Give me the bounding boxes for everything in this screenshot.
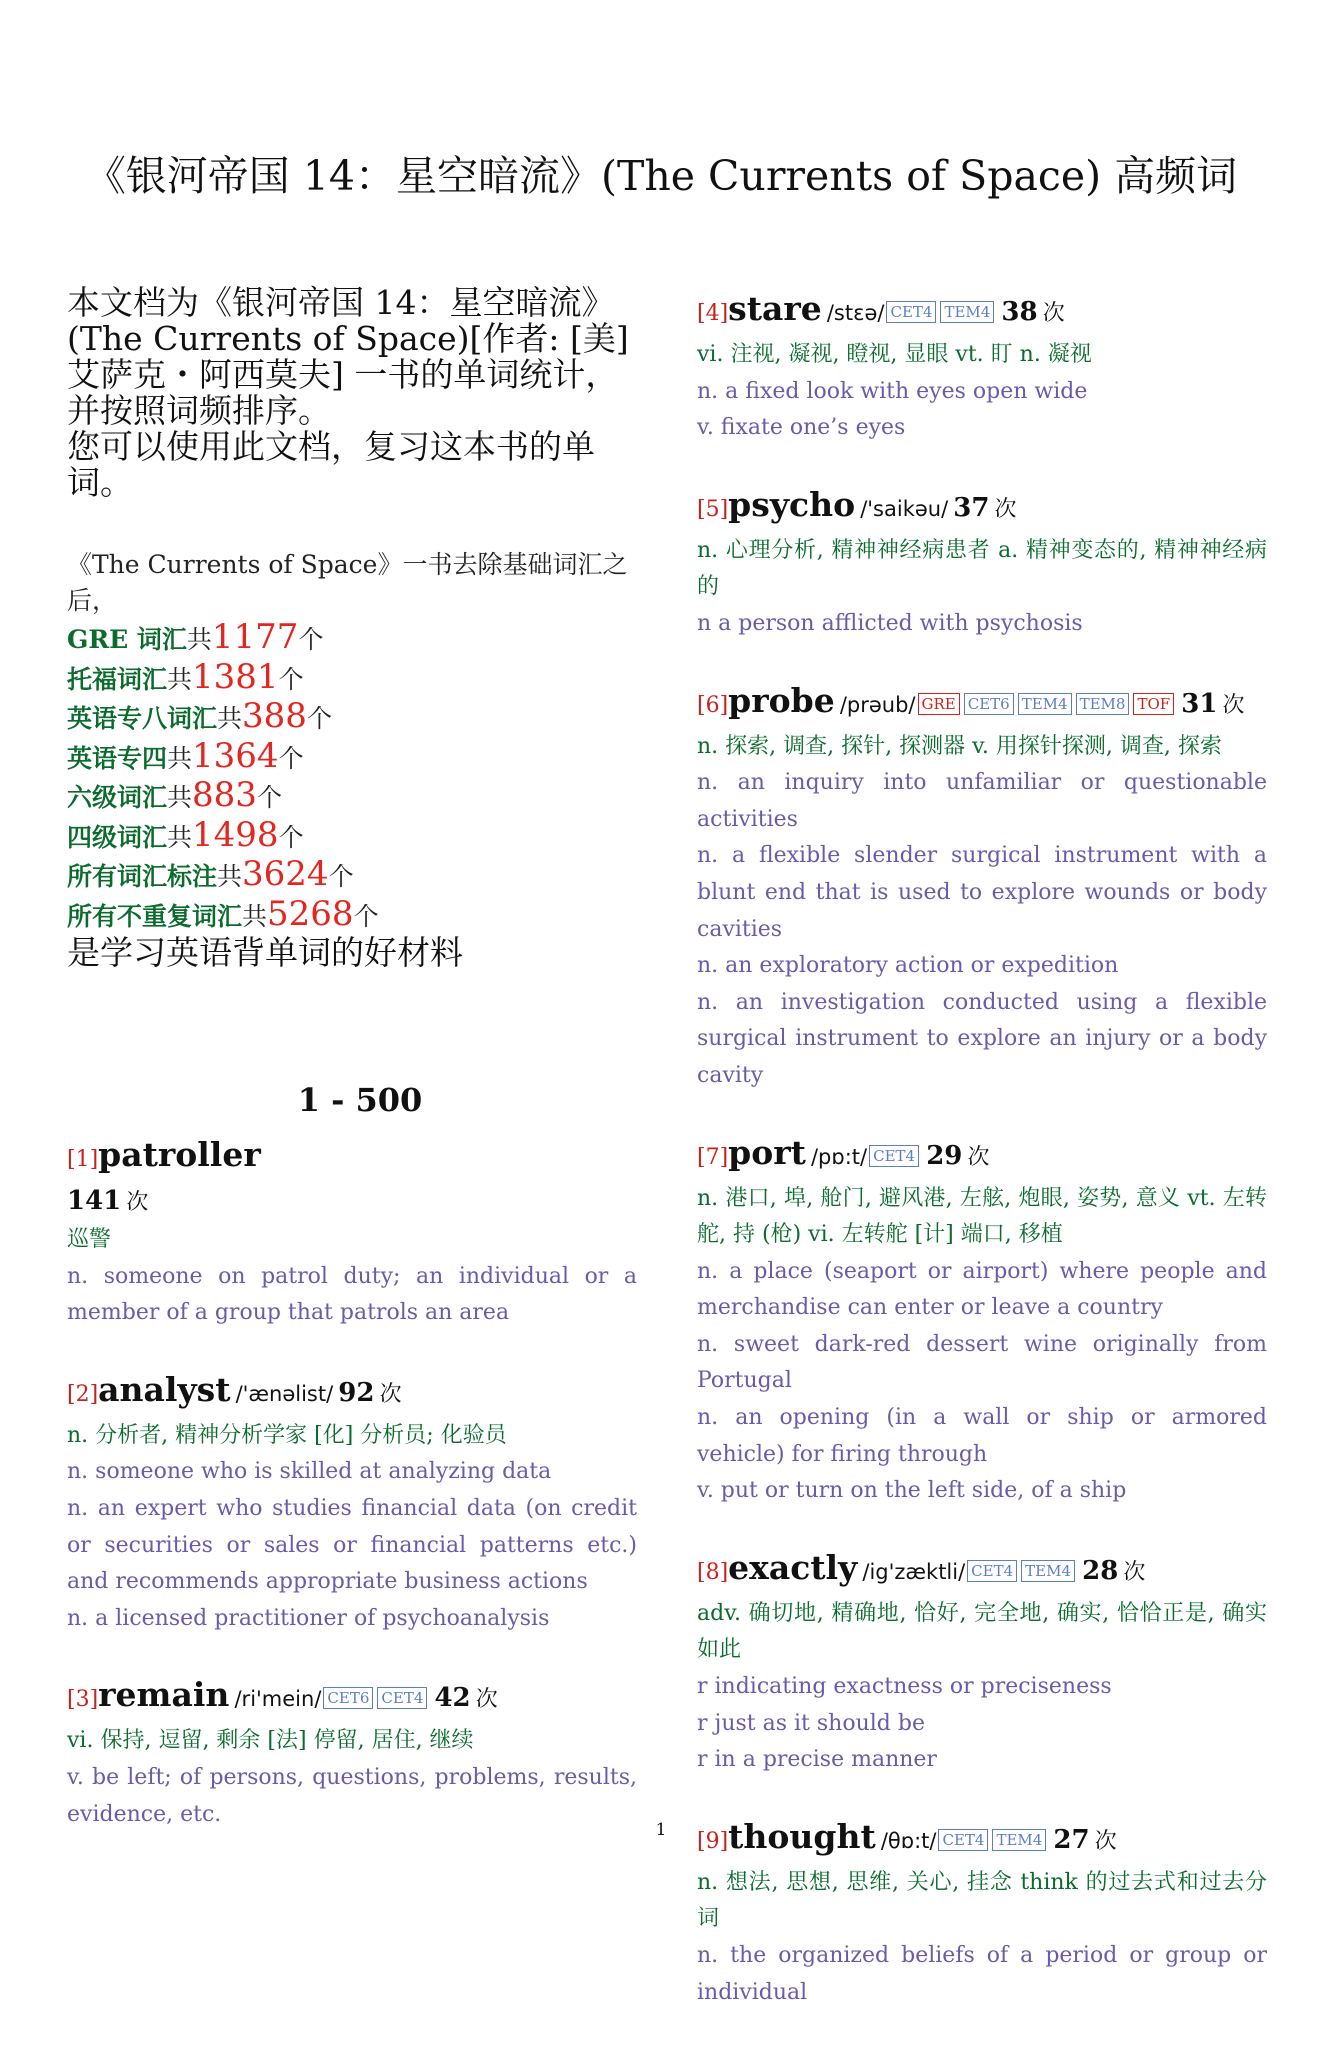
english-definition: n. a fixed look with eyes open wide bbox=[697, 378, 1088, 404]
english-definition: r indicating exactness or preciseness bbox=[697, 1674, 1112, 1700]
document-title: 《银河帝国 14：星空暗流》(The Currents of Space) 高频词 bbox=[84, 152, 1238, 200]
entry-index: [7] bbox=[697, 1144, 729, 1170]
exam-tag-badge: CET4 bbox=[938, 1829, 988, 1851]
stat-label: 托福词汇 bbox=[67, 664, 168, 694]
entry-count-unit: 次 bbox=[994, 496, 1017, 522]
stat-line bbox=[67, 893, 637, 936]
entry-count-unit: 次 bbox=[475, 1687, 498, 1713]
stat-suffix: 共 bbox=[167, 743, 193, 773]
entry-index: [1] bbox=[67, 1147, 99, 1172]
word-entry bbox=[697, 1131, 1267, 1510]
entry-index: [3] bbox=[67, 1687, 99, 1713]
word-entry bbox=[697, 1546, 1267, 1779]
chinese-definition: vi. 注视, 凝视, 瞪视, 显眼 vt. 盯 n. 凝视 bbox=[697, 342, 1092, 367]
chinese-definition: 巡警 bbox=[67, 1227, 112, 1252]
entry-count-unit: 次 bbox=[126, 1190, 149, 1215]
entry-index: [2] bbox=[67, 1381, 99, 1407]
entry-count: 92 bbox=[338, 1377, 375, 1408]
entry-word: stare bbox=[728, 289, 822, 328]
entry-headword-line bbox=[697, 1546, 1267, 1596]
entry-headword-line bbox=[697, 483, 1267, 533]
entry-word: psycho bbox=[728, 484, 856, 524]
entry-phonetic: /prəub/ bbox=[839, 692, 916, 717]
word-entry bbox=[697, 1815, 1267, 2011]
range-heading: 1 - 500 bbox=[297, 1081, 423, 1119]
page-number: 1 bbox=[655, 1820, 667, 1840]
chinese-definition: adv. 确切地, 精确地, 恰好, 完全地, 确实, 恰恰正是, 确实如此 bbox=[697, 1600, 1267, 1663]
entry-phonetic: /'ænəlist/ bbox=[235, 1381, 334, 1406]
stat-label: 所有不重复词汇 bbox=[67, 901, 243, 931]
english-definition: n. an inquiry into unfamiliar or questionable activities bbox=[697, 770, 1267, 832]
entry-count: 38 bbox=[1001, 297, 1038, 327]
entry-word: analyst bbox=[98, 1369, 231, 1409]
entry-word: exactly bbox=[728, 1547, 858, 1587]
exam-tag-badge: CET4 bbox=[886, 301, 936, 323]
stat-suffix: 共 bbox=[167, 783, 193, 812]
stat-suffix: 共 bbox=[167, 822, 193, 852]
entry-word: port bbox=[728, 1132, 806, 1172]
english-definition: n. someone on patrol duty; an individual or a member of a group that patrols an area bbox=[67, 1263, 637, 1326]
word-entry bbox=[67, 1133, 637, 1332]
english-definition: v. put or turn on the left side, of a ship bbox=[697, 1478, 1127, 1504]
entry-count: 27 bbox=[1053, 1824, 1090, 1855]
exam-tag-badge: CET4 bbox=[377, 1687, 427, 1709]
entry-word: thought bbox=[728, 1816, 876, 1856]
stat-unit: 个 bbox=[353, 901, 379, 931]
stat-count: 5268 bbox=[267, 893, 354, 934]
word-entry bbox=[697, 287, 1267, 447]
english-definition: n. a licensed practitioner of psychoanalysis bbox=[67, 1605, 550, 1631]
right-column bbox=[697, 287, 1267, 2047]
entry-count-unit: 次 bbox=[1042, 301, 1065, 326]
english-definition: v. be left; of persons, questions, problems, results, evidence, etc. bbox=[67, 1764, 637, 1827]
stat-line bbox=[67, 856, 637, 896]
stat-count: 388 bbox=[242, 696, 307, 736]
entry-count: 141 bbox=[67, 1186, 122, 1216]
entry-headword-line bbox=[697, 679, 1267, 729]
stat-count: 1381 bbox=[192, 656, 279, 697]
entry-headword-line bbox=[697, 1131, 1267, 1181]
entry-index: [8] bbox=[697, 1559, 729, 1585]
entry-word: patroller bbox=[98, 1135, 261, 1174]
stat-count: 1498 bbox=[192, 814, 279, 855]
stats-closing: 是学习英语背单词的好材料 bbox=[67, 933, 463, 972]
english-definition: n. someone who is skilled at analyzing data bbox=[67, 1459, 552, 1485]
entry-count: 31 bbox=[1181, 688, 1218, 719]
word-entry bbox=[697, 483, 1267, 643]
stat-unit: 个 bbox=[278, 743, 304, 773]
intro-paragraph-review: 您可以使用此文档，复习这本书的单词。 bbox=[67, 427, 595, 502]
english-definition: n. an expert who studies financial data (on credit or securities or sales or financial patterns etc.) and recommends appropriate business actions bbox=[67, 1495, 637, 1595]
exam-tag-badge: GRE bbox=[918, 693, 960, 715]
english-definition: n. an opening (in a wall or ship or armored vehicle) for firing through bbox=[697, 1405, 1267, 1467]
entry-index: [5] bbox=[697, 496, 729, 522]
english-definition: n. sweet dark-red dessert wine originally from Portugal bbox=[697, 1331, 1267, 1394]
stat-count: 1177 bbox=[211, 617, 299, 657]
stat-unit: 个 bbox=[306, 704, 332, 733]
stat-label: 四级词汇 bbox=[67, 822, 168, 852]
word-entry bbox=[67, 1673, 637, 1833]
entry-phonetic: /ig'zæktli/ bbox=[862, 1559, 966, 1584]
stat-suffix: 共 bbox=[217, 862, 243, 891]
entry-count-unit: 次 bbox=[1123, 1559, 1146, 1585]
word-entry bbox=[67, 1368, 637, 1638]
entry-index: [6] bbox=[697, 692, 729, 718]
chinese-definition: n. 港口, 埠, 舱门, 避风港, 左舷, 炮眼, 姿势, 意义 vt. 左转舵, 持 (枪) vi. 左转舵 [计] 端口, 移植 bbox=[697, 1185, 1267, 1248]
english-definition: n. a place (seaport or airport) where people and merchandise can enter or leave a country bbox=[697, 1258, 1267, 1321]
chinese-definition: n. 分析者, 精神分析学家 [化] 分析员; 化验员 bbox=[67, 1422, 507, 1448]
english-definition: v. fixate one’s eyes bbox=[697, 415, 906, 441]
entry-count: 29 bbox=[926, 1140, 963, 1171]
entry-phonetic: /pɒ:t/ bbox=[810, 1144, 868, 1169]
stat-unit: 个 bbox=[278, 822, 304, 852]
entry-count-unit: 次 bbox=[379, 1381, 402, 1407]
entry-index: [4] bbox=[697, 301, 729, 326]
stat-label: GRE 词汇 bbox=[67, 625, 187, 654]
stat-unit: 个 bbox=[278, 664, 304, 694]
exam-tag-badge: CET4 bbox=[869, 1145, 919, 1167]
stats-list bbox=[67, 619, 637, 935]
exam-tag-badge: TEM4 bbox=[1018, 693, 1072, 715]
stat-label: 英语专四 bbox=[67, 743, 168, 773]
english-definition: n. a flexible slender surgical instrument with a blunt end that is used to explore wounds or body cavities bbox=[697, 843, 1267, 942]
english-definition: r in a precise manner bbox=[697, 1747, 937, 1773]
exam-tag-badge: CET6 bbox=[323, 1687, 373, 1709]
stats-intro: 《The Currents of Space》一书去除基础词汇之后， bbox=[67, 550, 628, 615]
stat-suffix: 共 bbox=[242, 901, 268, 931]
entry-phonetic: /'saikəu/ bbox=[860, 496, 949, 521]
exam-tag-badge: CET6 bbox=[964, 693, 1014, 715]
stat-suffix: 共 bbox=[186, 625, 212, 654]
stat-count: 883 bbox=[192, 775, 257, 815]
stat-unit: 个 bbox=[298, 625, 324, 654]
entry-count: 42 bbox=[434, 1683, 471, 1714]
stat-line bbox=[67, 735, 637, 778]
english-definition: n. an exploratory action or expedition bbox=[697, 953, 1119, 979]
entry-headword-line bbox=[67, 1368, 637, 1418]
stat-line bbox=[67, 619, 637, 659]
exam-tag-badge: TEM8 bbox=[1076, 693, 1130, 715]
stat-label: 六级词汇 bbox=[67, 783, 168, 812]
stat-unit: 个 bbox=[256, 783, 282, 812]
exam-tag-badge: CET4 bbox=[967, 1560, 1017, 1582]
entries-right bbox=[697, 287, 1267, 2011]
entry-phonetic: /stɛə/ bbox=[826, 301, 885, 325]
entry-headword-line bbox=[67, 1133, 637, 1183]
entry-count: 28 bbox=[1082, 1555, 1119, 1586]
entry-count: 37 bbox=[953, 492, 990, 523]
stat-unit: 个 bbox=[328, 862, 354, 891]
intro-paragraph: 本文档为《银河帝国 14：星空暗流》(The Currents of Space)[作者: [美] 艾萨克・阿西莫夫] 一书的单词统计，并按照词频排序。 bbox=[67, 283, 629, 430]
entries-left bbox=[67, 1133, 637, 1833]
chinese-definition: vi. 保持, 逗留, 剩余 [法] 停留, 居住, 继续 bbox=[67, 1728, 474, 1754]
word-entry bbox=[697, 679, 1267, 1095]
exam-tag-badge: TEM4 bbox=[940, 301, 994, 323]
entry-word: remain bbox=[98, 1675, 230, 1715]
english-definition: n a person afflicted with psychosis bbox=[697, 610, 1083, 636]
exam-tag-badge: TOF bbox=[1133, 693, 1174, 715]
entry-count-unit: 次 bbox=[1222, 692, 1245, 718]
stat-line bbox=[67, 656, 637, 699]
chinese-definition: n. 探索, 调查, 探针, 探测器 v. 用探针探测, 调查, 探索 bbox=[697, 733, 1222, 759]
stat-suffix: 共 bbox=[217, 704, 243, 733]
entry-phonetic: /θɒ:t/ bbox=[880, 1828, 937, 1853]
chinese-definition: n. 想法, 思想, 思维, 关心, 挂念 think 的过去式和过去分词 bbox=[697, 1869, 1267, 1932]
stat-line bbox=[67, 698, 637, 738]
entry-index: [9] bbox=[697, 1828, 729, 1854]
stat-line bbox=[67, 814, 637, 857]
exam-tag-badge: TEM4 bbox=[992, 1829, 1046, 1851]
left-column bbox=[67, 285, 637, 1869]
entry-count-line bbox=[67, 1183, 637, 1222]
english-definition: r just as it should be bbox=[697, 1710, 925, 1736]
stat-line bbox=[67, 777, 637, 817]
entry-word: probe bbox=[728, 680, 835, 720]
stat-count: 3624 bbox=[242, 854, 329, 894]
stat-count: 1364 bbox=[192, 735, 279, 776]
chinese-definition: n. 心理分析, 精神神经病患者 a. 精神变态的, 精神神经病的 bbox=[697, 537, 1267, 600]
entry-count-unit: 次 bbox=[967, 1144, 990, 1170]
stat-label: 英语专八词汇 bbox=[67, 704, 218, 733]
intro-section bbox=[67, 285, 637, 501]
entry-count-unit: 次 bbox=[1094, 1828, 1117, 1854]
stat-suffix: 共 bbox=[167, 664, 193, 694]
entry-phonetic: /ri'mein/ bbox=[234, 1687, 322, 1712]
exam-tag-badge: TEM4 bbox=[1021, 1560, 1075, 1582]
stat-label: 所有词汇标注 bbox=[67, 862, 218, 891]
entry-headword-line bbox=[67, 1673, 637, 1723]
english-definition: n. the organized beliefs of a period or group or individual bbox=[697, 1943, 1267, 2005]
entry-headword-line bbox=[697, 287, 1267, 337]
english-definition: n. an investigation conducted using a flexible surgical instrument to explore an injury or a body cavity bbox=[697, 989, 1267, 1088]
